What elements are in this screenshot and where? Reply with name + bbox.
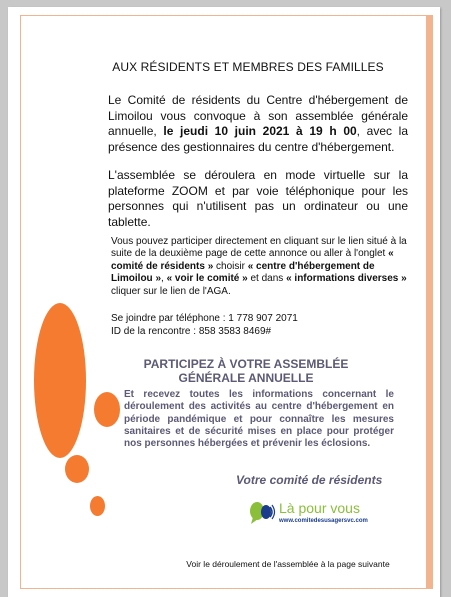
heading-line-1: PARTICIPEZ À VOTRE ASSEMBLÉE [143, 357, 349, 371]
decorative-circle-tiny [90, 496, 105, 516]
decorative-circle-medium [94, 392, 120, 427]
dial-in-info [111, 313, 371, 338]
convocation-tail: , avec la présence des gestionnaires du centre d'hébergement. [108, 124, 408, 154]
footer-note: Voir le déroulement de l'assemblée à la page suivante [186, 559, 390, 569]
logo-website: www.comitedesusagersvc.com [279, 518, 368, 524]
committee-logo [248, 500, 398, 530]
meeting-id-line: ID de la rencontre : 858 3583 8469# [111, 325, 272, 337]
participation-instructions [111, 236, 411, 298]
document-page [8, 7, 440, 597]
instructions-text-1: Vous pouvez participer directement en cliquant sur le lien situé à la suite de la deuxième page de cette annonce ou aller à l'onglet [111, 236, 407, 260]
instructions-text-3: , [161, 273, 167, 285]
frame-right-band [426, 15, 433, 589]
frame-top-border [20, 15, 426, 16]
signature: Votre comité de résidents [236, 473, 383, 487]
frame-left-border [20, 15, 21, 589]
phone-number-line: Se joindre par téléphone : 1 778 907 2071 [111, 313, 298, 324]
speech-bubble-logo-icon [248, 513, 278, 530]
convocation-lead: Le Comité de résidents du Centre d'hébergement de Limoilou vous convoque à son assemblée générale annuelle, [108, 93, 408, 138]
information-paragraph: Et recevez toutes les informations concernant le déroulement des activités au centre d'hébergement en période pandémique et pour connaître les mesures sanitaires et de sécurité mises en place pour protéger nos personnes hébergées et prévenir les éclosions. [124, 389, 394, 450]
instructions-text-2: choisir [213, 260, 248, 272]
center-limoilou-label: « centre d'hébergement de Limoilou » [111, 260, 375, 285]
instructions-text-4: et dans [247, 273, 287, 285]
see-committee-label: « voir le comité » [166, 273, 248, 285]
decorative-circle-large [34, 303, 86, 458]
tab-residents-committee: « comité de résidents » [111, 248, 394, 272]
instructions-text-5: cliquer sur le lien de l'AGA. [111, 285, 231, 297]
convocation-paragraph [108, 93, 408, 155]
document-title: AUX RÉSIDENTS ET MEMBRES DES FAMILLES [112, 60, 384, 74]
frame-bottom-border [20, 588, 426, 589]
heading-line-2: GÉNÉRALE ANNUELLE [178, 370, 314, 385]
virtual-meeting-paragraph: L'assemblée se déroulera en mode virtuelle sur la plateforme ZOOM et par voie téléphonique pour les personnes qui n'utilisent pas un ordinateur ou une tablette. [108, 168, 408, 229]
decorative-circle-small [65, 455, 89, 483]
logo-tagline: Là pour vous [279, 500, 360, 516]
misc-info-label: « informations diverses » [286, 273, 407, 285]
call-to-action-heading [126, 358, 366, 385]
meeting-date: le jeudi 10 juin 2021 à 19 h 00 [163, 124, 357, 138]
